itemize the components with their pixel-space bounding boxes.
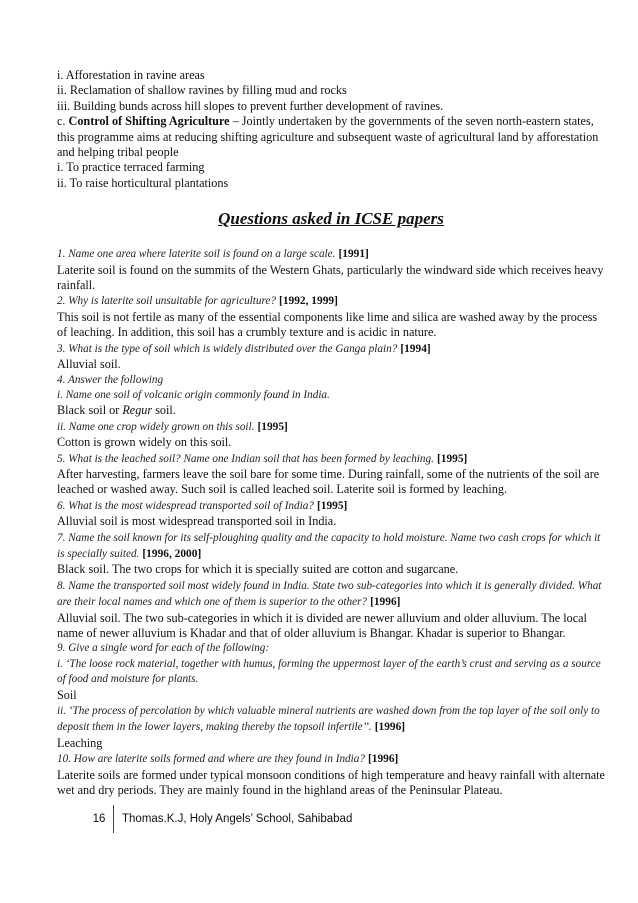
question-text: ii. Name one crop widely grown on this soil. bbox=[57, 420, 255, 433]
answer-8: Alluvial soil. The two sub-categories in which it is divided are newer alluvium and older alluvium. The local name of newer alluvium is Khadar and that of older alluvium is Bhangar. Khadar is superior to Bhangar. bbox=[57, 610, 587, 640]
question-text: 2. Why is laterite soil unsuitable for agriculture? bbox=[57, 295, 276, 308]
page-content bbox=[57, 68, 605, 798]
page-number: 16 bbox=[92, 813, 106, 825]
footer-divider bbox=[113, 805, 114, 833]
question-text: 1. Name one area where laterite soil is found on a large scale. bbox=[57, 248, 336, 261]
year-tag: [1996] bbox=[367, 753, 399, 766]
question-4-ii bbox=[57, 419, 605, 435]
year-tag: [1992, 1999] bbox=[279, 295, 338, 308]
year-tag: [1996] bbox=[374, 721, 406, 734]
intro-c-bold: Control of Shifting Agriculture bbox=[68, 114, 230, 129]
answer-2: This soil is not fertile as many of the essential components like lime and silica are washed away by the process of leaching. In addition, this soil has a crumbly texture and is acidic in nature. bbox=[57, 309, 598, 340]
question-4-i: i. Name one soil of volcanic origin commonly found in India. bbox=[57, 388, 330, 401]
answer-6: Alluvial soil is most widespread transported soil in India. bbox=[57, 514, 337, 529]
answer-9-ii: Leaching bbox=[57, 735, 103, 750]
question-6 bbox=[57, 498, 605, 514]
question-1 bbox=[57, 246, 605, 262]
intro-c-prefix: c. bbox=[57, 114, 69, 129]
question-text: ii. ‘The process of percolation by which valuable mineral nutrients are washed down from the top layer of the soil only to deposit them in the lower layers, making thereby the topsoil infertile’’. bbox=[57, 705, 600, 734]
answer-9-i: Soil bbox=[57, 687, 77, 702]
year-tag: [1995] bbox=[316, 499, 348, 512]
intro-line-5: i. To practice terraced farming bbox=[57, 160, 205, 175]
answer-4-i-post: soil. bbox=[152, 403, 176, 418]
question-text: 7. Name the soil known for its self-ploughing quality and the capacity to hold moisture. Name two cash crops for which it is specially suited. bbox=[57, 531, 601, 560]
question-text: 5. What is the leached soil? Name one Indian soil that has been formed by leaching. bbox=[57, 452, 434, 465]
answer-4-i-pre: Black soil or bbox=[57, 403, 123, 418]
section-heading: Questions asked in ICSE papers bbox=[218, 209, 444, 229]
year-tag: [1996] bbox=[370, 596, 401, 609]
year-tag: [1994] bbox=[400, 342, 431, 355]
question-text: 6. What is the most widespread transported soil of India? bbox=[57, 499, 314, 512]
answer-7: Black soil. The two crops for which it is specially suited are cotton and sugarcane. bbox=[57, 562, 459, 577]
answer-10: Laterite soils are formed under typical monsoon conditions of high temperature and heavy rainfall with alternate wet and dry periods. They are mainly found in the highland areas of the Peninsular Plateau. bbox=[57, 767, 605, 798]
year-tag: [1996, 2000] bbox=[142, 547, 202, 560]
intro-c-text: – Jointly undertaken by the governments of the seven north-eastern states, this programme aims at reducing shifting agriculture and subsequent waste of agricultural land by afforestation and helping tribal people bbox=[57, 114, 599, 160]
year-tag: [1995] bbox=[257, 420, 288, 433]
intro-line-2: ii. Reclamation of shallow ravines by filling mud and rocks bbox=[57, 83, 347, 98]
question-text: 10. How are laterite soils formed and where are they found in India? bbox=[57, 753, 365, 766]
question-text: 3. What is the type of soil which is widely distributed over the Ganga plain? bbox=[57, 342, 398, 355]
page-footer bbox=[60, 805, 530, 833]
question-5 bbox=[57, 451, 605, 467]
answer-4-i-em: Regur bbox=[122, 403, 153, 418]
answer-4-ii: Cotton is grown widely on this soil. bbox=[57, 435, 232, 450]
intro-line-3: iii. Building bunds across hill slopes to prevent further development of ravines. bbox=[57, 98, 444, 113]
answer-5: After harvesting, farmers leave the soil bare for some time. During rainfall, some of the nutrients of the soil are leached or washed away. Such soil is called leached soil. Laterite soil is formed by leaching. bbox=[57, 466, 600, 497]
intro-point-c bbox=[57, 114, 605, 160]
answer-3: Alluvial soil. bbox=[57, 357, 121, 372]
question-8 bbox=[57, 578, 605, 611]
question-2 bbox=[57, 293, 605, 309]
question-4: 4. Answer the following bbox=[57, 373, 164, 386]
question-9: 9. Give a single word for each of the following: bbox=[57, 642, 270, 655]
intro-line-1: i. Afforestation in ravine areas bbox=[57, 68, 205, 82]
question-9-ii bbox=[57, 703, 605, 736]
answer-1: Laterite soil is found on the summits of the Western Ghats, particularly the windward side which receives heavy rainfall. bbox=[57, 262, 604, 293]
question-9-i: i. ‘The loose rock material, together with humus, forming the uppermost layer of the earth’s crust and serving as a source of food and moisture for plants. bbox=[57, 657, 601, 686]
question-10 bbox=[57, 751, 605, 767]
answer-4-i bbox=[57, 403, 605, 418]
footer-author: Thomas.K.J, Holy Angels’ School, Sahibabad bbox=[122, 813, 353, 825]
year-tag: [1991] bbox=[338, 248, 369, 261]
question-text: 8. Name the transported soil most widely found in India. State two sub-categories into which it is generally divided. What are their local names and which one of them is superior to the other? bbox=[57, 579, 602, 609]
year-tag: [1995] bbox=[436, 452, 468, 465]
question-3 bbox=[57, 341, 605, 357]
question-7 bbox=[57, 530, 605, 563]
intro-line-6: ii. To raise horticultural plantations bbox=[57, 175, 229, 190]
